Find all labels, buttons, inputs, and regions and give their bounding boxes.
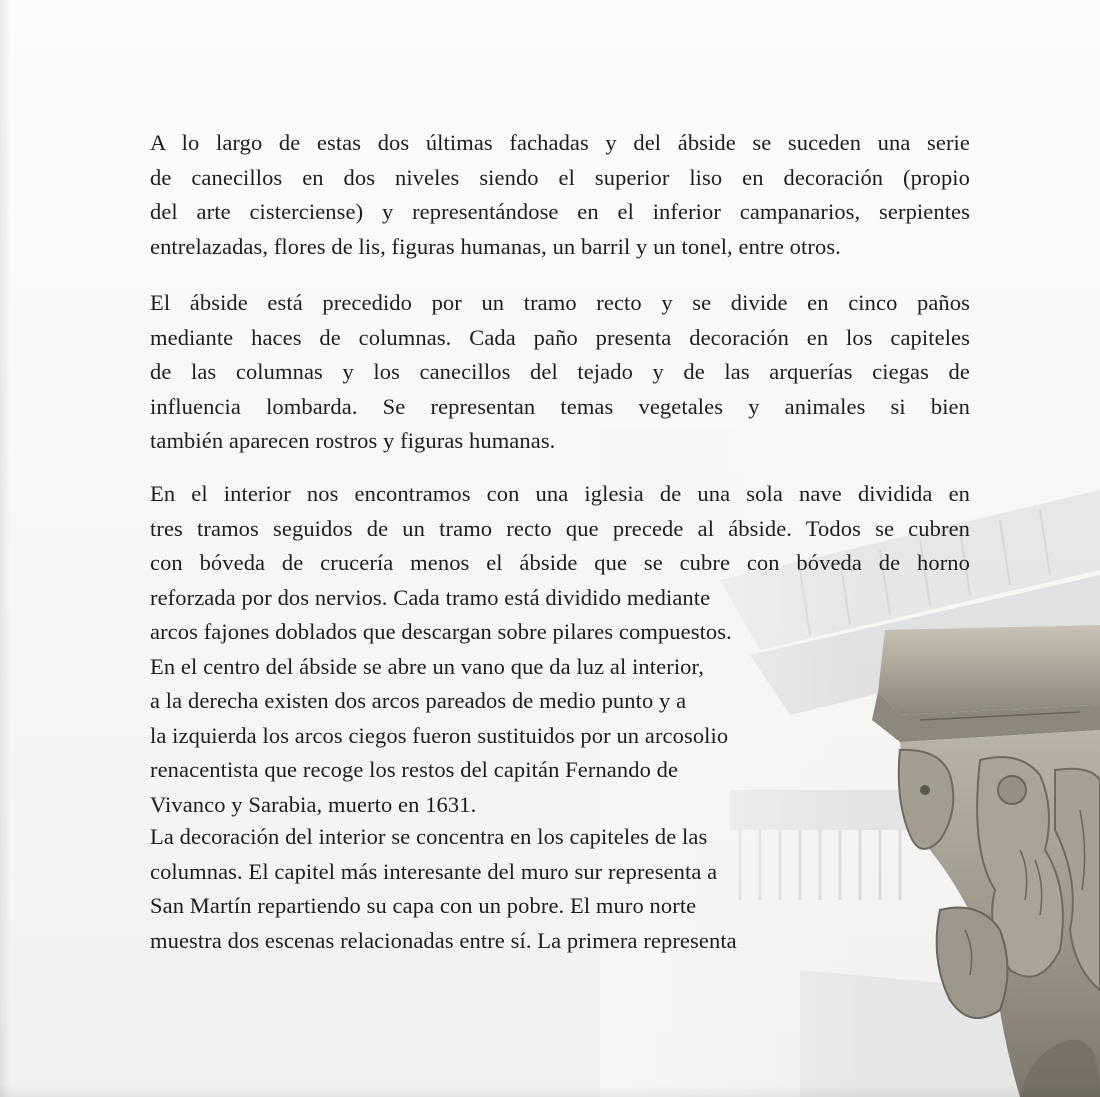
text-line: El ábside está precedido por un tramo recto y se divide en cinco paños: [150, 290, 970, 315]
page-bottom-edge: [0, 1085, 1100, 1097]
text-line: columnas. El capitel más interesante del muro sur representa a: [150, 858, 718, 884]
text-line: reforzada por dos nervios. Cada tramo está dividido mediante: [150, 584, 711, 610]
text-line: muestra dos escenas relacionadas entre sí. La primera representa: [150, 927, 737, 953]
text-line: a la derecha existen dos arcos pareados de medio punto y a: [150, 688, 687, 713]
text-line: renacentista que recoge los restos del capitán Fernando de: [150, 757, 679, 782]
paragraph-canecillos: [150, 126, 970, 264]
text-line: mediante haces de columnas. Cada paño presenta decoración en los capiteles: [150, 324, 970, 350]
text-line: En el interior nos encontramos con una iglesia de una sola nave dividida en: [150, 481, 970, 506]
text-line: La decoración del interior se concentra en los capiteles de las: [150, 824, 708, 849]
paragraph-abside: [150, 286, 970, 459]
text-line: En el centro del ábside se abre un vano que da luz al interior,: [150, 653, 704, 679]
text-line: tres tramos seguidos de un tramo recto que precede al ábside. Todos se cubren: [150, 515, 970, 541]
text-line: A lo largo de estas dos últimas fachadas y del ábside se suceden una serie: [150, 130, 970, 155]
text-line: con bóveda de crucería menos el ábside que se cubre con bóveda de horno: [150, 550, 970, 575]
text-line: arcos fajones doblados que descargan sobre pilares compuestos.: [150, 619, 732, 644]
text-line: influencia lombarda. Se representan temas vegetales y animales si bien: [150, 393, 970, 419]
paragraph-decoracion: [150, 820, 970, 958]
text-line: Vivanco y Sarabia, muerto en 1631.: [150, 791, 477, 817]
text-line: de canecillos en dos niveles siendo el superior liso en decoración (propio: [150, 164, 970, 190]
page-edge-shadow: [0, 0, 10, 1097]
paragraph-interior: [150, 477, 970, 822]
text-line: San Martín repartiendo su capa con un pobre. El muro norte: [150, 893, 697, 918]
text-line: del arte cisterciense) y representándose en el inferior campanarios, serpientes: [150, 199, 970, 224]
text-line: entrelazadas, flores de lis, figuras humanas, un barril y un tonel, entre otros.: [150, 233, 841, 259]
text-line: la izquierda los arcos ciegos fueron sustituidos por un arcosolio: [150, 722, 729, 748]
text-line: también aparecen rostros y figuras humanas.: [150, 428, 556, 453]
text-line: de las columnas y los canecillos del tejado y de las arquerías ciegas de: [150, 359, 970, 384]
